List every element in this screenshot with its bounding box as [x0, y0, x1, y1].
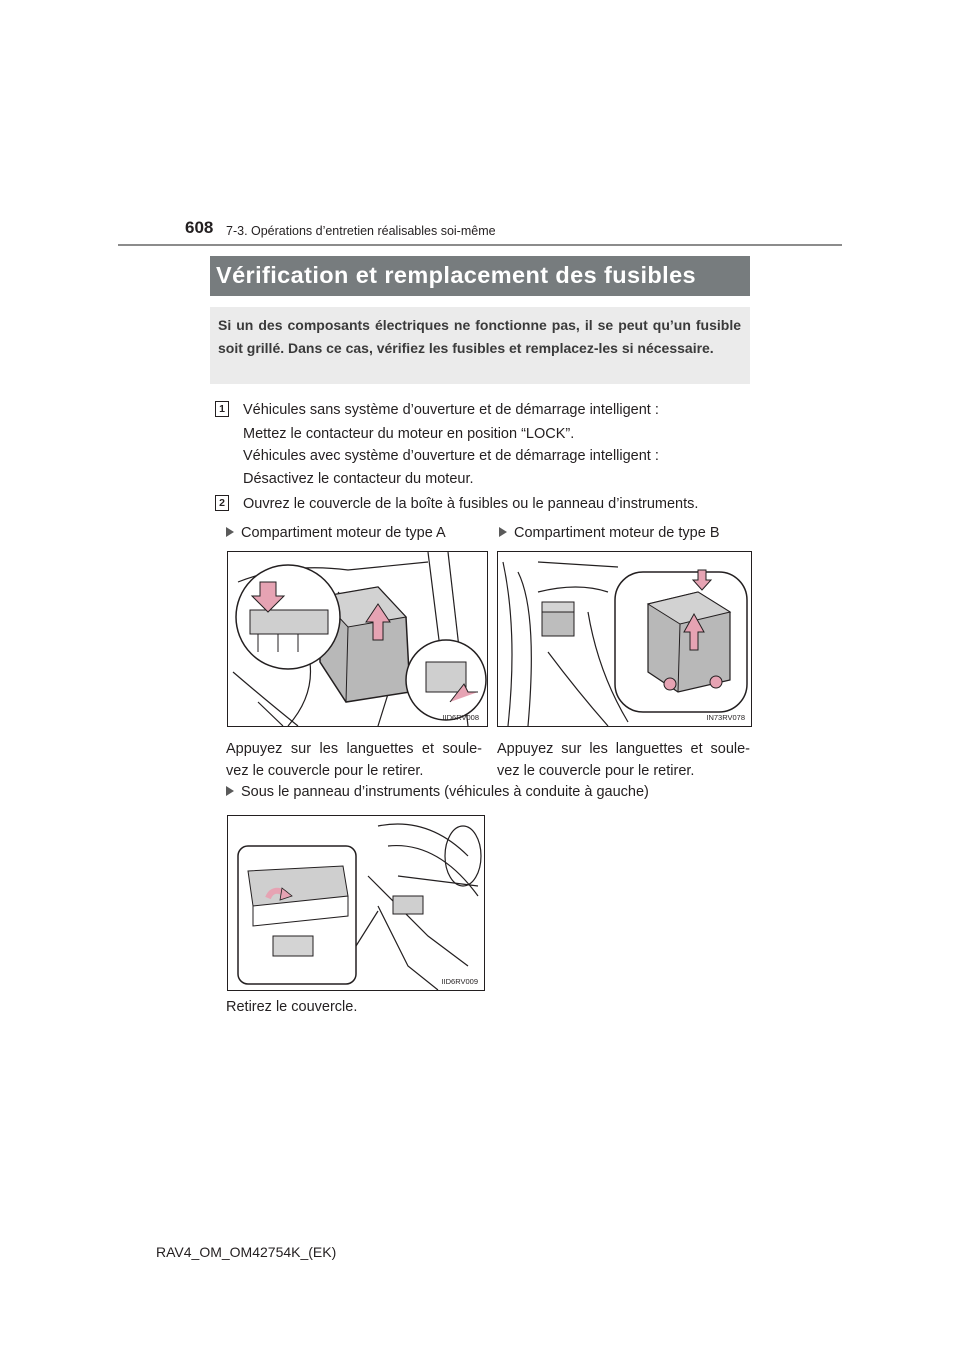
step-2-line-1: Ouvrez le couvercle de la boîte à fusibles ou le panneau d’instruments. — [243, 496, 699, 512]
header-rule — [118, 244, 842, 246]
figure-a-caption: Appuyez sur les languettes et soule-vez le couvercle pour le retirer. — [226, 741, 482, 779]
under-instrument-panel-illustration — [227, 815, 485, 991]
page-number: 608 — [185, 218, 214, 237]
step-1-line-2: Mettez le contacteur du moteur en position “LOCK”. — [243, 426, 575, 442]
step-number-1: 1 — [215, 401, 229, 417]
figure-b-code: IN73RV078 — [706, 713, 745, 722]
section-title: Vérification et remplacement des fusibles — [216, 262, 697, 288]
figure-c-heading: Sous le panneau d’instruments (véhicules à conduite à gauche) — [226, 784, 649, 800]
figure-b-heading: Compartiment moteur de type B — [499, 525, 720, 541]
figure-a-heading: Compartiment moteur de type A — [226, 525, 446, 541]
figure-a-code: IID6RV008 — [442, 713, 479, 722]
step-number-2: 2 — [215, 495, 229, 511]
triangle-bullet-icon — [226, 527, 234, 537]
step-1-line-1: Véhicules sans système d’ouverture et de démarrage intelligent : — [243, 402, 659, 418]
figure-c-code: IID6RV009 — [441, 977, 478, 986]
intro-text: Si un des composants électriques ne fonctionne pas, il se peut qu’un fusible soit grillé. Dans ce cas, vérifiez les fusibles et remplacez-les si nécessaire. — [218, 317, 741, 356]
triangle-bullet-icon — [226, 786, 234, 796]
figure-b-caption: Appuyez sur les languettes et soule-vez le couvercle pour le retirer. — [497, 741, 750, 779]
step-1-line-4: Désactivez le contacteur du moteur. — [243, 471, 474, 487]
footer-document-code: RAV4_OM_OM42754K_(EK) — [156, 1244, 337, 1260]
figure-c-caption: Retirez le couvercle. — [226, 999, 358, 1015]
triangle-bullet-icon — [499, 527, 507, 537]
chapter-heading: 7-3. Opérations d’entretien réalisables soi-même — [226, 224, 496, 238]
engine-compartment-type-b-illustration — [497, 551, 752, 727]
step-1-line-3: Véhicules avec système d’ouverture et de démarrage intelligent : — [243, 448, 659, 464]
engine-compartment-type-a-illustration — [227, 551, 488, 727]
